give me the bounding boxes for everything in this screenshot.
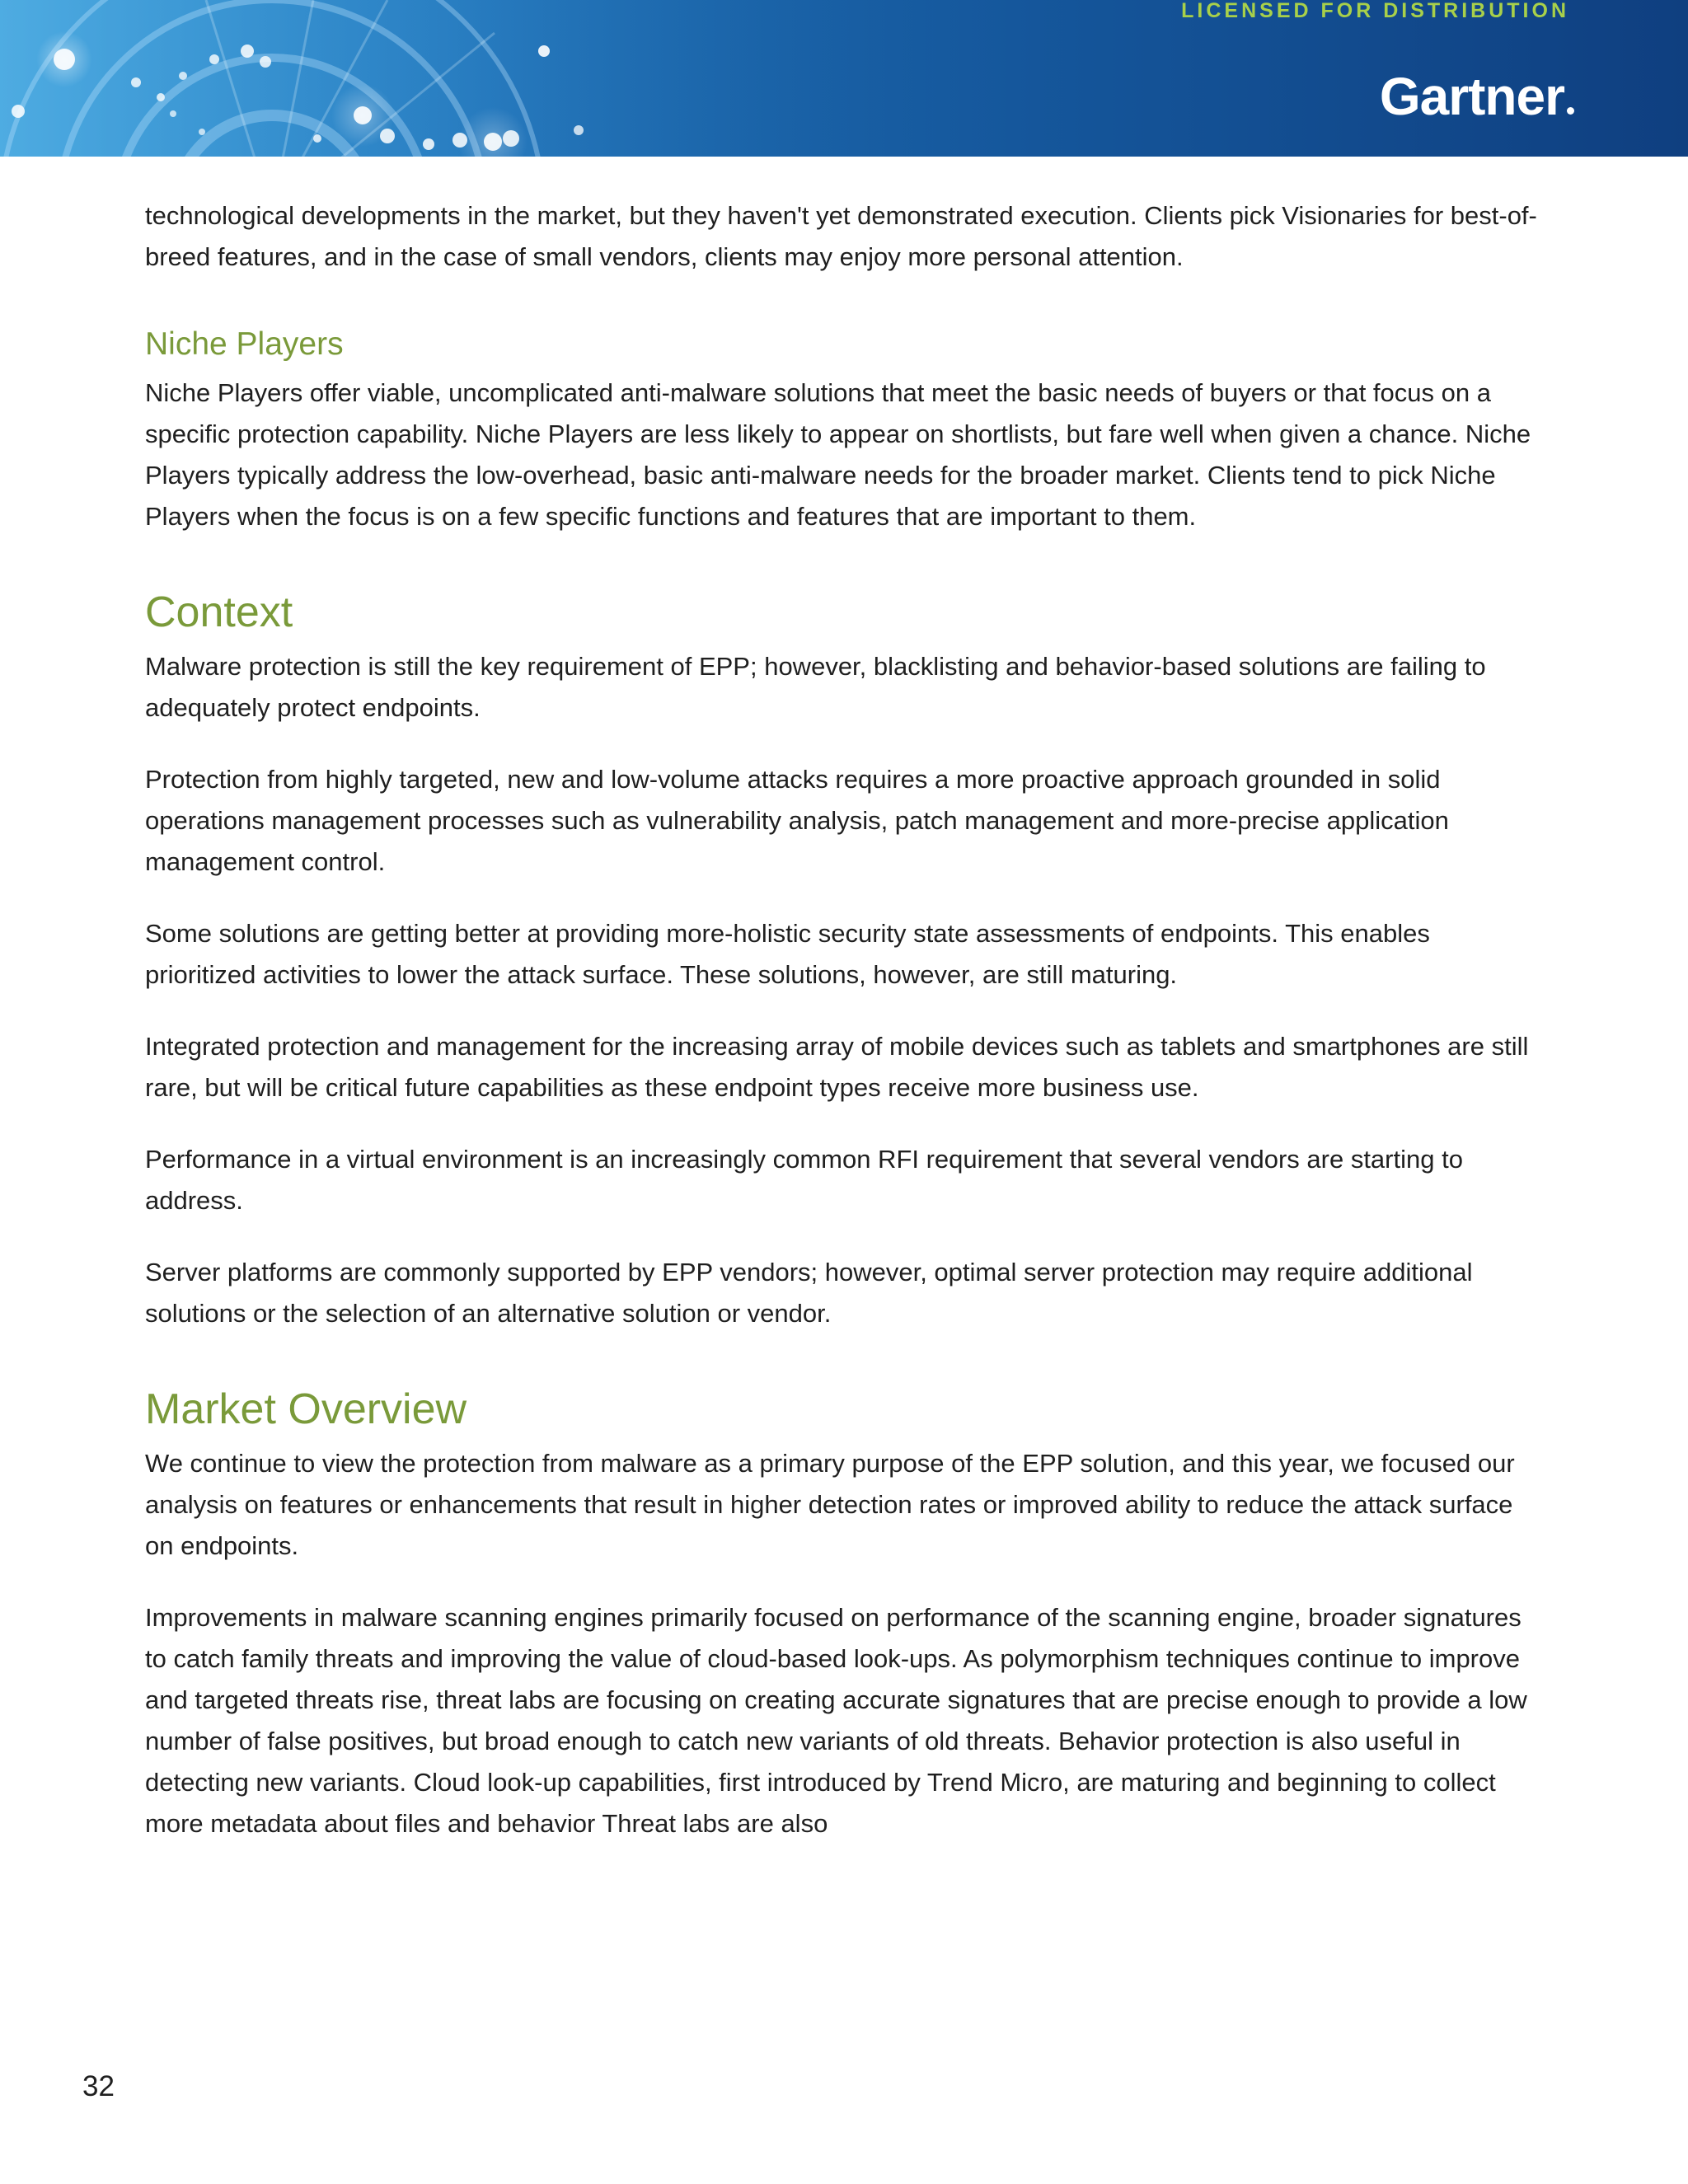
context-paragraph: Malware protection is still the key requirement of EPP; however, blacklisting and behavior-based solutions are failing to adequately protect endpoints. — [145, 652, 1486, 722]
market-overview-heading: Market Overview — [145, 1385, 467, 1433]
context-paragraph: Performance in a virtual environment is an increasingly common RFI requirement that several vendors are starting to address. — [145, 1145, 1463, 1215]
market-overview-paragraph: Improvements in malware scanning engines primarily focused on performance of the scanning engine, broader signatures to catch family threats and improving the value of cloud-based look-ups. As polymorphism techniques continue to improve and targeted threats rise, threat labs are focusing on creating accurate signatures that are precise enough to provide a low number of false positives, but broad enough to catch new variants of old threats. Behavior protection is also useful in detecting new variants. Cloud look-up capabilities, first introduced by Trend Micro, are maturing and beginning to collect more metadata about files and behavior Threat labs are also — [145, 1603, 1527, 1838]
context-paragraph: Some solutions are getting better at providing more-holistic security state assessments of endpoints. This enables prioritized activities to lower the attack surface. These solutions, however, are still maturing. — [145, 919, 1430, 989]
header-banner — [0, 0, 1688, 157]
logo-dot-icon — [1567, 107, 1574, 115]
market-overview-paragraph: We continue to view the protection from malware as a primary purpose of the EPP solution, and this year, we focused our analysis on features or enhancements that result in higher detection rates or improved ability to reduce the attack surface on endpoints. — [145, 1449, 1515, 1560]
brand-name: Gartner — [1379, 67, 1564, 126]
context-paragraph: Server platforms are commonly supported by EPP vendors; however, optimal server protection may require additional solutions or the selection of an alternative solution or vendor. — [145, 1258, 1473, 1328]
context-heading: Context — [145, 588, 293, 636]
document-body — [145, 195, 1546, 1875]
license-label: LICENSED FOR DISTRIBUTION — [1181, 0, 1569, 22]
niche-players-heading: Niche Players — [145, 326, 344, 362]
intro-paragraph: technological developments in the market, but they haven't yet demonstrated execution. Clients pick Visionaries for best-of-breed features, and in the case of small vendors, clients may enjoy more personal attention. — [145, 201, 1537, 271]
context-paragraph: Protection from highly targeted, new and low-volume attacks requires a more proactive approach grounded in solid operations management processes such as vulnerability analysis, patch management and more-precise application management control. — [145, 765, 1449, 876]
context-paragraph: Integrated protection and management for the increasing array of mobile devices such as tablets and smartphones are still rare, but will be critical future capabilities as these endpoint types receive more business use. — [145, 1032, 1529, 1102]
page-number: 32 — [82, 2070, 115, 2102]
niche-players-paragraph: Niche Players offer viable, uncomplicated anti-malware solutions that meet the basic needs of buyers or that focus on a specific protection capability. Niche Players are less likely to appear on shortlists, but fare well when given a chance. Niche Players typically address the low-overhead, basic anti-malware needs for the broader market. Clients tend to pick Niche Players when the focus is on a few specific functions and features that are important to them. — [145, 378, 1531, 531]
gartner-logo — [1380, 68, 1574, 125]
